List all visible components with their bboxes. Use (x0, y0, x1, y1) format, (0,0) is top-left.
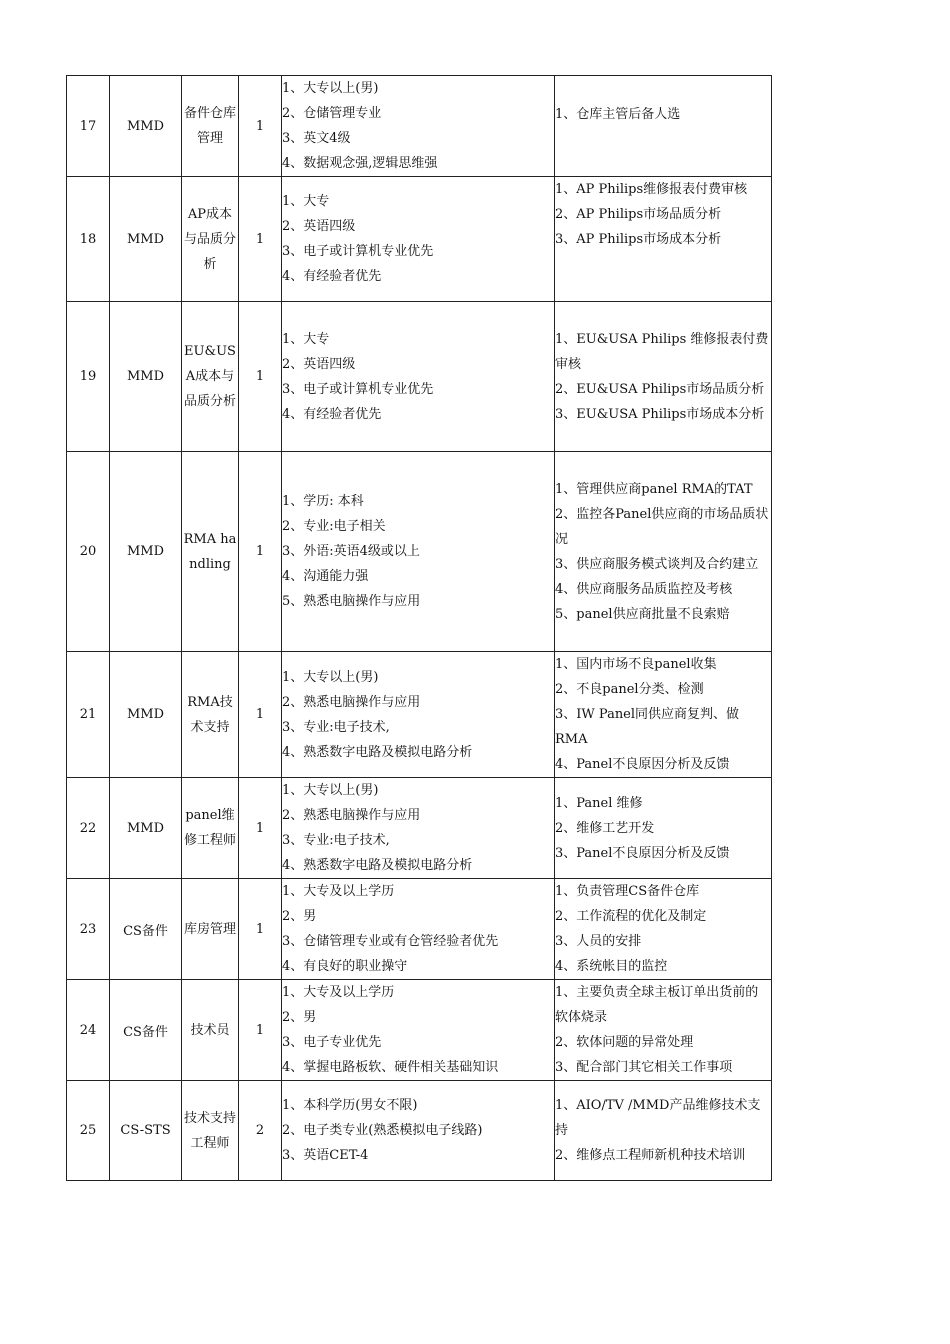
duty-item: 4、供应商服务品质监控及考核 (555, 581, 733, 597)
headcount: 1 (239, 879, 282, 980)
requirement-item: 2、英语四级 (282, 356, 356, 372)
row-number: 18 (67, 177, 110, 302)
duties-cell (555, 452, 772, 652)
duty-item: 2、软体问题的异常处理 (555, 1035, 694, 1050)
position-title: panel维修工程师 (182, 778, 239, 879)
duty-item: 3、AP Philips市场成本分析 (555, 232, 722, 247)
duties-cell (555, 879, 772, 980)
requirements-cell (282, 76, 555, 177)
row-number: 23 (67, 879, 110, 980)
duty-item: 2、不良panel分类、检测 (555, 682, 704, 697)
requirement-item: 4、数据观念强,逻辑思维强 (282, 156, 438, 171)
duty-item: 5、panel供应商批量不良索赔 (555, 606, 730, 622)
duties-cell (555, 778, 772, 879)
table-row (67, 76, 772, 177)
row-number: 25 (67, 1081, 110, 1181)
requirement-item: 1、本科学历(男女不限) (282, 1098, 418, 1113)
duty-item: 1、EU&USA Philips 维修报表付费审核 (555, 331, 769, 372)
requirements-cell (282, 879, 555, 980)
table-row (67, 177, 772, 302)
duties-cell (555, 652, 772, 778)
requirement-item: 4、有良好的职业操守 (282, 959, 408, 974)
duty-item: 2、EU&USA Philips市场品质分析 (555, 381, 765, 397)
requirement-item: 1、大专以上(男) (282, 81, 379, 96)
duties-cell (555, 177, 772, 302)
table-row (67, 302, 772, 452)
department: CS备件 (110, 980, 182, 1081)
row-number: 22 (67, 778, 110, 879)
duty-item: 1、AIO/TV /MMD产品维修技术支持 (555, 1098, 761, 1138)
requirement-item: 2、专业:电子相关 (282, 519, 386, 534)
requirement-item: 2、仓储管理专业 (282, 106, 382, 121)
requirement-item: 4、掌握电路板软、硬件相关基础知识 (282, 1060, 499, 1075)
headcount: 1 (239, 652, 282, 778)
requirement-item: 3、仓储管理专业或有仓管经验者优先 (282, 934, 499, 949)
requirements-cell (282, 302, 555, 452)
department: MMD (110, 778, 182, 879)
row-number: 20 (67, 452, 110, 652)
requirement-item: 2、电子类专业(熟悉模拟电子线路) (282, 1123, 483, 1138)
position-title: 技术员 (182, 980, 239, 1081)
headcount: 2 (239, 1081, 282, 1181)
duties-cell (555, 302, 772, 452)
duty-item: 3、Panel不良原因分析及反馈 (555, 845, 730, 861)
requirement-item: 1、大专以上(男) (282, 783, 379, 798)
requirement-item: 3、专业:电子技术, (282, 719, 390, 735)
requirement-item: 1、大专 (282, 194, 330, 209)
requirement-item: 1、大专以上(男) (282, 669, 379, 685)
table-row (67, 778, 772, 879)
department: MMD (110, 302, 182, 452)
headcount: 1 (239, 452, 282, 652)
requirement-item: 4、熟悉数字电路及模拟电路分析 (282, 858, 473, 873)
headcount: 1 (239, 778, 282, 879)
requirements-cell (282, 980, 555, 1081)
requirement-item: 3、英文4级 (282, 131, 351, 146)
requirement-item: 2、男 (282, 909, 317, 924)
table-row (67, 1081, 772, 1181)
department: MMD (110, 452, 182, 652)
duties-cell (555, 1081, 772, 1181)
duties-cell (555, 76, 772, 177)
headcount: 1 (239, 302, 282, 452)
position-title: 备件仓库管理 (182, 76, 239, 177)
requirement-item: 3、英语CET-4 (282, 1148, 369, 1163)
recruitment-table (66, 75, 772, 1181)
department: MMD (110, 652, 182, 778)
requirement-item: 2、英语四级 (282, 219, 356, 234)
requirement-item: 1、学历: 本科 (282, 494, 364, 509)
requirement-item: 2、熟悉电脑操作与应用 (282, 808, 421, 823)
duty-item: 2、监控各Panel供应商的市场品质状况 (555, 506, 769, 547)
requirement-item: 3、电子或计算机专业优先 (282, 244, 434, 259)
duty-item: 1、国内市场不良panel收集 (555, 657, 717, 672)
department: CS-STS (110, 1081, 182, 1181)
duty-item: 1、AP Philips维修报表付费审核 (555, 182, 748, 197)
position-title: AP成本与品质分析 (182, 177, 239, 302)
row-number: 21 (67, 652, 110, 778)
duty-item: 3、IW Panel同供应商复判、做RMA (555, 707, 740, 747)
duty-item: 1、主要负责全球主板订单出货前的软体烧录 (555, 985, 759, 1025)
requirements-cell (282, 177, 555, 302)
requirement-item: 3、电子或计算机专业优先 (282, 381, 434, 397)
headcount: 1 (239, 76, 282, 177)
requirements-cell (282, 1081, 555, 1181)
row-number: 17 (67, 76, 110, 177)
duty-item: 3、供应商服务模式谈判及合约建立 (555, 556, 759, 572)
requirement-item: 4、沟通能力强 (282, 569, 369, 584)
requirement-item: 4、有经验者优先 (282, 406, 382, 422)
requirements-cell (282, 452, 555, 652)
table-row (67, 980, 772, 1081)
duty-item: 3、人员的安排 (555, 934, 642, 949)
requirement-item: 3、外语:英语4级或以上 (282, 544, 420, 559)
duty-item: 2、工作流程的优化及制定 (555, 909, 707, 924)
requirement-item: 1、大专及以上学历 (282, 884, 395, 899)
headcount: 1 (239, 177, 282, 302)
requirement-item: 3、专业:电子技术, (282, 833, 390, 848)
table-row (67, 452, 772, 652)
duty-item: 3、EU&USA Philips市场成本分析 (555, 406, 765, 422)
row-number: 19 (67, 302, 110, 452)
duty-item: 3、配合部门其它相关工作事项 (555, 1060, 733, 1075)
requirement-item: 4、熟悉数字电路及模拟电路分析 (282, 744, 473, 760)
requirement-item: 2、男 (282, 1010, 317, 1025)
headcount: 1 (239, 980, 282, 1081)
duty-item: 1、管理供应商panel RMA的TAT (555, 481, 753, 497)
requirements-cell (282, 778, 555, 879)
position-title: RMA handling (182, 452, 239, 652)
requirement-item: 1、大专及以上学历 (282, 985, 395, 1000)
table-row (67, 652, 772, 778)
requirement-item: 4、有经验者优先 (282, 269, 382, 284)
duty-item: 1、仓库主管后备人选 (555, 107, 681, 122)
table-row (67, 879, 772, 980)
duty-item: 1、负责管理CS备件仓库 (555, 884, 700, 899)
position-title: 库房管理 (182, 879, 239, 980)
requirement-item: 5、熟悉电脑操作与应用 (282, 594, 421, 609)
position-title: RMA技术支持 (182, 652, 239, 778)
position-title: 技术支持工程师 (182, 1081, 239, 1181)
duty-item: 4、系统帐目的监控 (555, 959, 668, 974)
department: CS备件 (110, 879, 182, 980)
department: MMD (110, 177, 182, 302)
requirement-item: 1、大专 (282, 331, 330, 347)
duty-item: 4、Panel不良原因分析及反馈 (555, 757, 730, 772)
department: MMD (110, 76, 182, 177)
duty-item: 2、维修点工程师新机种技术培训 (555, 1148, 746, 1163)
requirements-cell (282, 652, 555, 778)
row-number: 24 (67, 980, 110, 1081)
duty-item: 2、AP Philips市场品质分析 (555, 207, 722, 222)
duties-cell (555, 980, 772, 1081)
requirement-item: 3、电子专业优先 (282, 1035, 382, 1050)
requirement-item: 2、熟悉电脑操作与应用 (282, 694, 421, 710)
duty-item: 2、维修工艺开发 (555, 820, 655, 836)
position-title: EU&USA成本与品质分析 (182, 302, 239, 452)
duty-item: 1、Panel 维修 (555, 795, 643, 811)
